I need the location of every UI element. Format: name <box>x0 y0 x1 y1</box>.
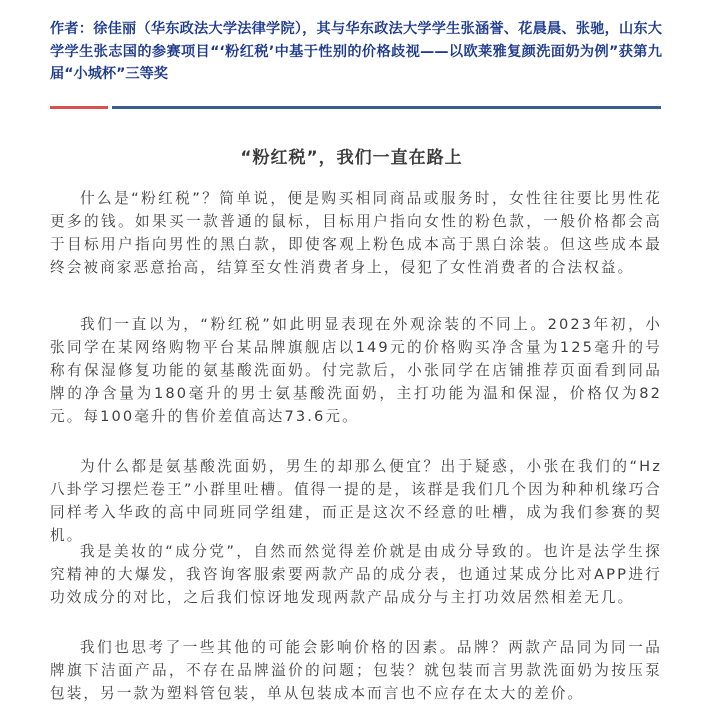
article-title: “粉红税”，我们一直在路上 <box>240 148 463 168</box>
author-credit: 作者：徐佳丽（华东政法大学法律学院），其与华东政法大学学生张涵誉、花晨晨、张驰，山东大学学生张志国的参赛项目“‘粉红税’中基于性别的价格歧视——以欧莱雅复颜洗面奶为例”获第九届“小城杯”三等奖 <box>50 21 662 82</box>
divider-accent <box>50 106 108 109</box>
paragraph: 我们也思考了一些其他的可能会影响价格的因素。品牌？两款产品同为同一品牌旗下洁面产品，不存在品牌溢价的问题；包装？就包装而言男款洗面奶为按压泵包装，另一款为塑料管包装，单从包装成本而言也不应存在太大的差价。 <box>50 639 662 702</box>
paragraph: 我是美妆的“成分党”，自然而然觉得差价就是由成分导致的。也许是法学生探究精神的大爆发，我咨询客服索要两款产品的成分表，也通过某成分比对APP进行功效成分的对比，之后我们惊讶地发现两款产品成分与主打功效居然相差无几。 <box>50 543 662 606</box>
divider-main <box>112 106 661 109</box>
paragraph: 什么是“粉红税”？简单说，便是购买相同商品或服务时，女性往往要比男性花更多的钱。如果买一款普通的鼠标，目标用户指向女性的粉色款，一般价格都会高于目标用户指向男性的黑白款，即使客观上粉色成本高于黑白涂装。但这些成本最终会被商家恶意抬高，结算至女性消费者身上，侵犯了女性消费者的合法权益。 <box>50 190 662 276</box>
paragraph: 我们一直以为，“粉红税”如此明显表现在外观涂装的不同上。2023年初，小张同学在某网络购物平台某品牌旗舰店以149元的价格购买净含量为125毫升的号称有保湿修复功能的氨基酸洗面奶。付完款后，小张同学在店铺推荐页面看到同品牌的净含量为180毫升的男士氨基酸洗面奶，主打功能为温和保湿，价格仅为82元。每100毫升的售价差值高达73.6元。 <box>50 316 662 425</box>
paragraph: 为什么都是氨基酸洗面奶，男生的却那么便宜？出于疑惑，小张在我们的“Hz八卦学习摆烂卷王”小群里吐槽。值得一提的是，该群是我们几个因为种种机缘巧合同样考入华政的高中同班同学组建，而正是这次不经意的吐槽，成为我们参赛的契机。 <box>50 458 662 544</box>
